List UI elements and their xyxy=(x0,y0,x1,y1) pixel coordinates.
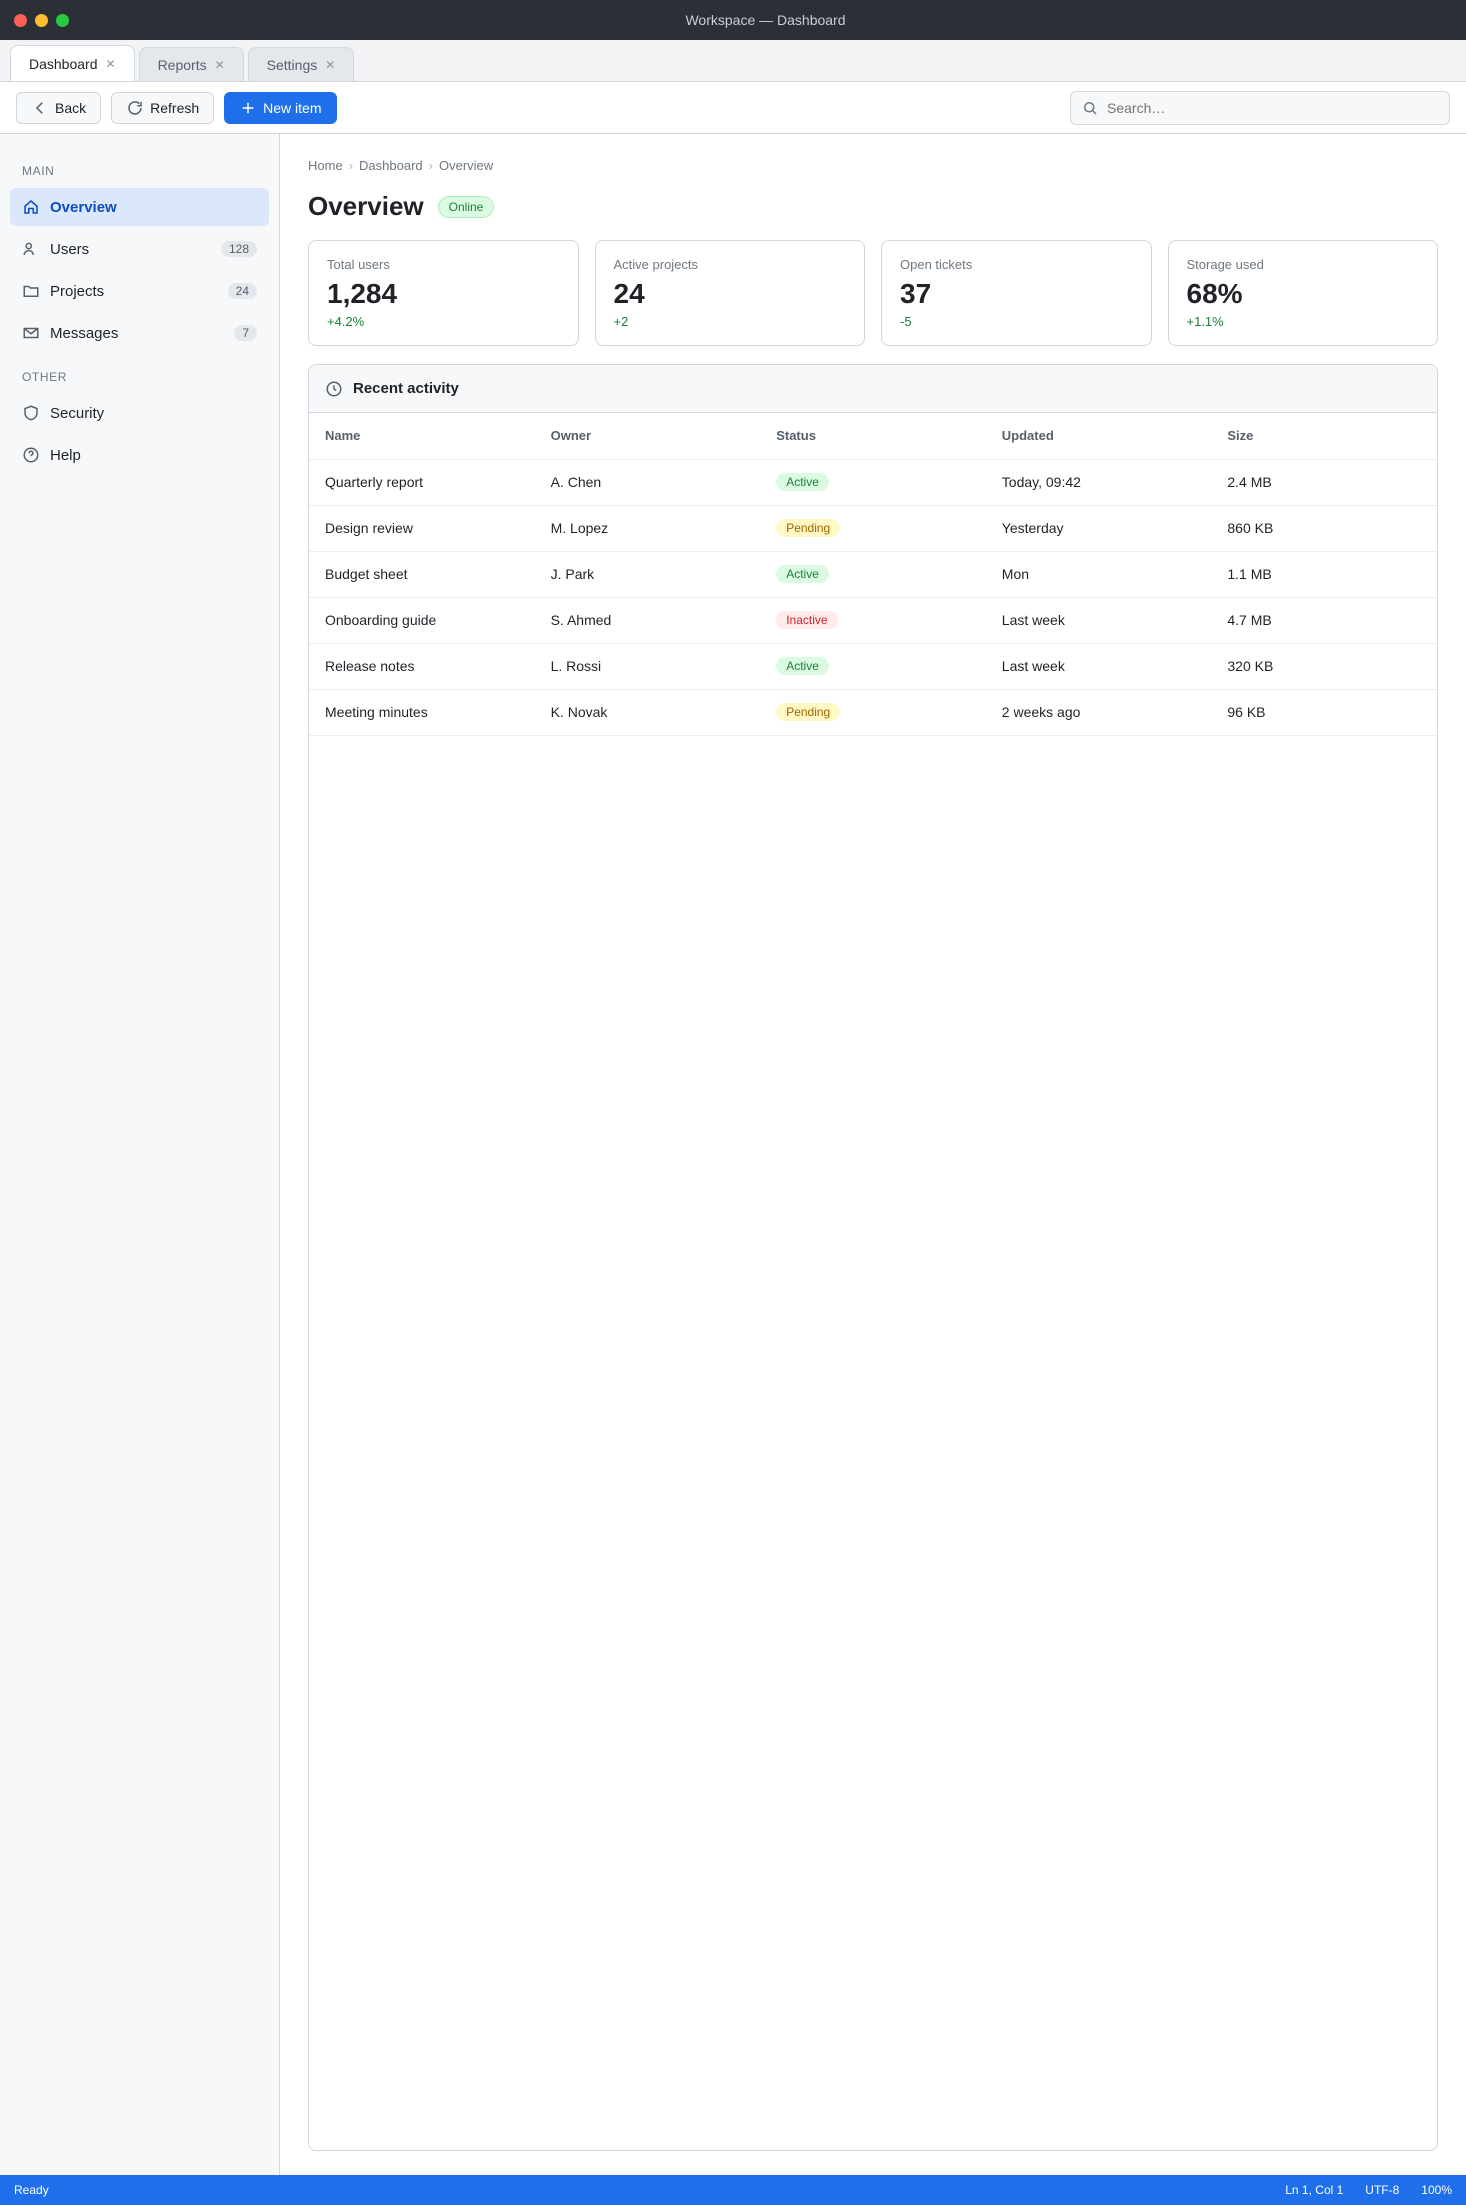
arrow-left-icon xyxy=(31,99,49,117)
folder-icon xyxy=(22,282,40,300)
refresh-button[interactable] xyxy=(111,92,214,124)
stat-value: 68% xyxy=(1186,278,1243,309)
sidebar-item-messages[interactable] xyxy=(10,314,269,352)
table-cell-status xyxy=(760,459,986,505)
search-input[interactable] xyxy=(1107,100,1439,116)
stat-label: Storage used xyxy=(1186,257,1264,272)
zoom-level[interactable]: 100% xyxy=(1421,2183,1452,2197)
table-cell-owner: M. Lopez xyxy=(535,505,761,551)
refresh-label: Refresh xyxy=(150,99,200,116)
clock-icon xyxy=(325,380,343,398)
stat-value: 37 xyxy=(900,278,932,309)
window-controls xyxy=(14,14,69,27)
panel-title: Recent activity xyxy=(353,380,459,397)
table-cell-updated: Last week xyxy=(986,597,1212,643)
table-cell-updated: Last week xyxy=(986,643,1212,689)
table-cell-name: Onboarding guide xyxy=(309,597,535,643)
table-cell-owner: A. Chen xyxy=(535,459,761,505)
back-label: Back xyxy=(55,99,87,116)
sidebar-item-help[interactable] xyxy=(10,436,269,474)
help-icon xyxy=(22,446,40,464)
sidebar-item-label: Projects xyxy=(50,282,105,300)
minimize-window-button[interactable] xyxy=(35,14,48,27)
table-cell-size: 320 KB xyxy=(1211,643,1437,689)
breadcrumb-separator-icon: › xyxy=(428,158,433,173)
close-tab-icon[interactable]: ✕ xyxy=(325,57,336,72)
activity-table xyxy=(309,413,1437,736)
table-cell-name: Release notes xyxy=(309,643,535,689)
stat-label: Total users xyxy=(327,257,390,272)
table-header-row xyxy=(309,413,1437,459)
sidebar-item-security[interactable] xyxy=(10,394,269,432)
new-item-button[interactable] xyxy=(224,92,336,124)
status-bar xyxy=(0,2175,1466,2205)
stat-card[interactable] xyxy=(1168,240,1439,346)
mail-icon xyxy=(22,324,40,342)
table-cell-status xyxy=(760,551,986,597)
breadcrumb-item[interactable]: Dashboard xyxy=(359,158,423,173)
page-header xyxy=(308,191,1438,222)
table-cell-updated: Mon xyxy=(986,551,1212,597)
shield-icon xyxy=(22,404,40,422)
refresh-icon xyxy=(126,99,144,117)
table-cell-size: 2.4 MB xyxy=(1211,459,1437,505)
column-header[interactable]: Size xyxy=(1211,413,1437,459)
table-row[interactable] xyxy=(309,689,1437,735)
sidebar-item-label: Help xyxy=(50,446,81,464)
content-area xyxy=(0,134,1466,2175)
status-pill: Pending xyxy=(776,703,840,721)
status-pill: Inactive xyxy=(776,611,837,629)
tab-label: Reports xyxy=(157,56,207,73)
sidebar-item-label: Overview xyxy=(50,198,117,216)
close-window-button[interactable] xyxy=(14,14,27,27)
status-badge: Online xyxy=(438,196,495,218)
users-icon xyxy=(22,240,40,258)
title-bar xyxy=(0,0,1466,40)
status-text: Ready xyxy=(14,2183,49,2197)
breadcrumb xyxy=(308,158,1438,173)
stat-delta: +2 xyxy=(613,314,629,329)
sidebar-item-label: Messages xyxy=(50,324,119,342)
activity-panel xyxy=(308,364,1438,2151)
table-cell-status xyxy=(760,643,986,689)
table-cell-updated: Today, 09:42 xyxy=(986,459,1212,505)
status-pill: Active xyxy=(776,565,829,583)
panel-header xyxy=(309,365,1437,413)
tab-reports[interactable] xyxy=(139,47,244,81)
table-cell-owner: J. Park xyxy=(535,551,761,597)
stat-label: Active projects xyxy=(613,257,699,272)
window-title: Workspace — Dashboard xyxy=(685,12,846,28)
tab-dashboard[interactable] xyxy=(10,45,135,81)
stat-label: Open tickets xyxy=(900,257,973,272)
table-cell-status xyxy=(760,505,986,551)
stat-value: 1,284 xyxy=(327,278,398,309)
tab-label: Dashboard xyxy=(29,55,98,72)
tab-label: Settings xyxy=(266,56,318,73)
sidebar-item-count: 24 xyxy=(228,283,257,299)
table-cell-status xyxy=(760,689,986,735)
stat-card[interactable] xyxy=(881,240,1152,346)
status-pill: Pending xyxy=(776,519,840,537)
tab-settings[interactable] xyxy=(248,47,355,81)
stat-delta: +1.1% xyxy=(1186,314,1224,329)
breadcrumb-separator-icon: › xyxy=(348,158,354,173)
column-header[interactable]: Owner xyxy=(535,413,761,459)
home-icon xyxy=(22,198,40,216)
maximize-window-button[interactable] xyxy=(56,14,69,27)
sidebar-item-count: 7 xyxy=(234,325,257,341)
sidebar-item-users[interactable] xyxy=(10,230,269,268)
encoding-indicator[interactable]: UTF-8 xyxy=(1365,2183,1400,2197)
table-cell-size: 860 KB xyxy=(1211,505,1437,551)
table-cell-name: Meeting minutes xyxy=(309,689,535,735)
table-cell-updated: 2 weeks ago xyxy=(986,689,1212,735)
table-cell-size: 4.7 MB xyxy=(1211,597,1437,643)
table-cell-size: 1.1 MB xyxy=(1211,551,1437,597)
stat-card[interactable] xyxy=(308,240,579,346)
stat-delta: +4.2% xyxy=(327,314,365,329)
table-cell-owner: K. Novak xyxy=(535,689,761,735)
table-cell-name: Design review xyxy=(309,505,535,551)
back-button[interactable] xyxy=(16,92,101,124)
table-cell-size: 96 KB xyxy=(1211,689,1437,735)
sidebar xyxy=(0,134,280,2175)
table-row[interactable] xyxy=(309,597,1437,643)
stat-card[interactable] xyxy=(595,240,866,346)
status-pill: Active xyxy=(776,473,829,491)
table-row[interactable] xyxy=(309,459,1437,505)
table-body xyxy=(309,459,1437,735)
new-item-label: New item xyxy=(263,99,322,116)
close-tab-icon[interactable]: ✕ xyxy=(214,57,225,72)
stat-delta: -5 xyxy=(900,314,912,329)
sidebar-item-overview[interactable] xyxy=(10,188,269,226)
stat-cards xyxy=(308,240,1438,346)
sidebar-item-label: Security xyxy=(50,404,105,422)
sidebar-item-count: 128 xyxy=(221,241,257,257)
breadcrumb-item: Overview xyxy=(438,158,494,173)
table-cell-name: Budget sheet xyxy=(309,551,535,597)
sidebar-item-projects[interactable] xyxy=(10,272,269,310)
table-cell-owner: S. Ahmed xyxy=(535,597,761,643)
table-cell-name: Quarterly report xyxy=(309,459,535,505)
close-tab-icon[interactable]: ✕ xyxy=(105,56,116,71)
search-box[interactable] xyxy=(1070,91,1450,125)
plus-icon xyxy=(239,99,257,117)
column-header[interactable]: Status xyxy=(760,413,986,459)
table-row[interactable] xyxy=(309,643,1437,689)
cursor-position[interactable]: Ln 1, Col 1 xyxy=(1285,2183,1344,2197)
page-title: Overview xyxy=(308,191,424,221)
main-panel xyxy=(280,134,1466,2175)
column-header[interactable]: Name xyxy=(309,413,535,459)
table-cell-status xyxy=(760,597,986,643)
sidebar-section-other: OTHER xyxy=(22,370,67,384)
stat-value: 24 xyxy=(613,278,645,309)
column-header[interactable]: Updated xyxy=(986,413,1212,459)
breadcrumb-item[interactable]: Home xyxy=(308,158,343,173)
sidebar-item-label: Users xyxy=(50,240,90,258)
sidebar-section-main: MAIN xyxy=(22,164,55,178)
search-icon xyxy=(1081,99,1099,117)
table-cell-updated: Yesterday xyxy=(986,505,1212,551)
status-pill: Active xyxy=(776,657,829,675)
tab-strip xyxy=(0,40,1466,82)
toolbar xyxy=(0,82,1466,134)
table-row[interactable] xyxy=(309,551,1437,597)
table-row[interactable] xyxy=(309,505,1437,551)
status-right xyxy=(1285,2183,1452,2197)
table-cell-owner: L. Rossi xyxy=(535,643,761,689)
